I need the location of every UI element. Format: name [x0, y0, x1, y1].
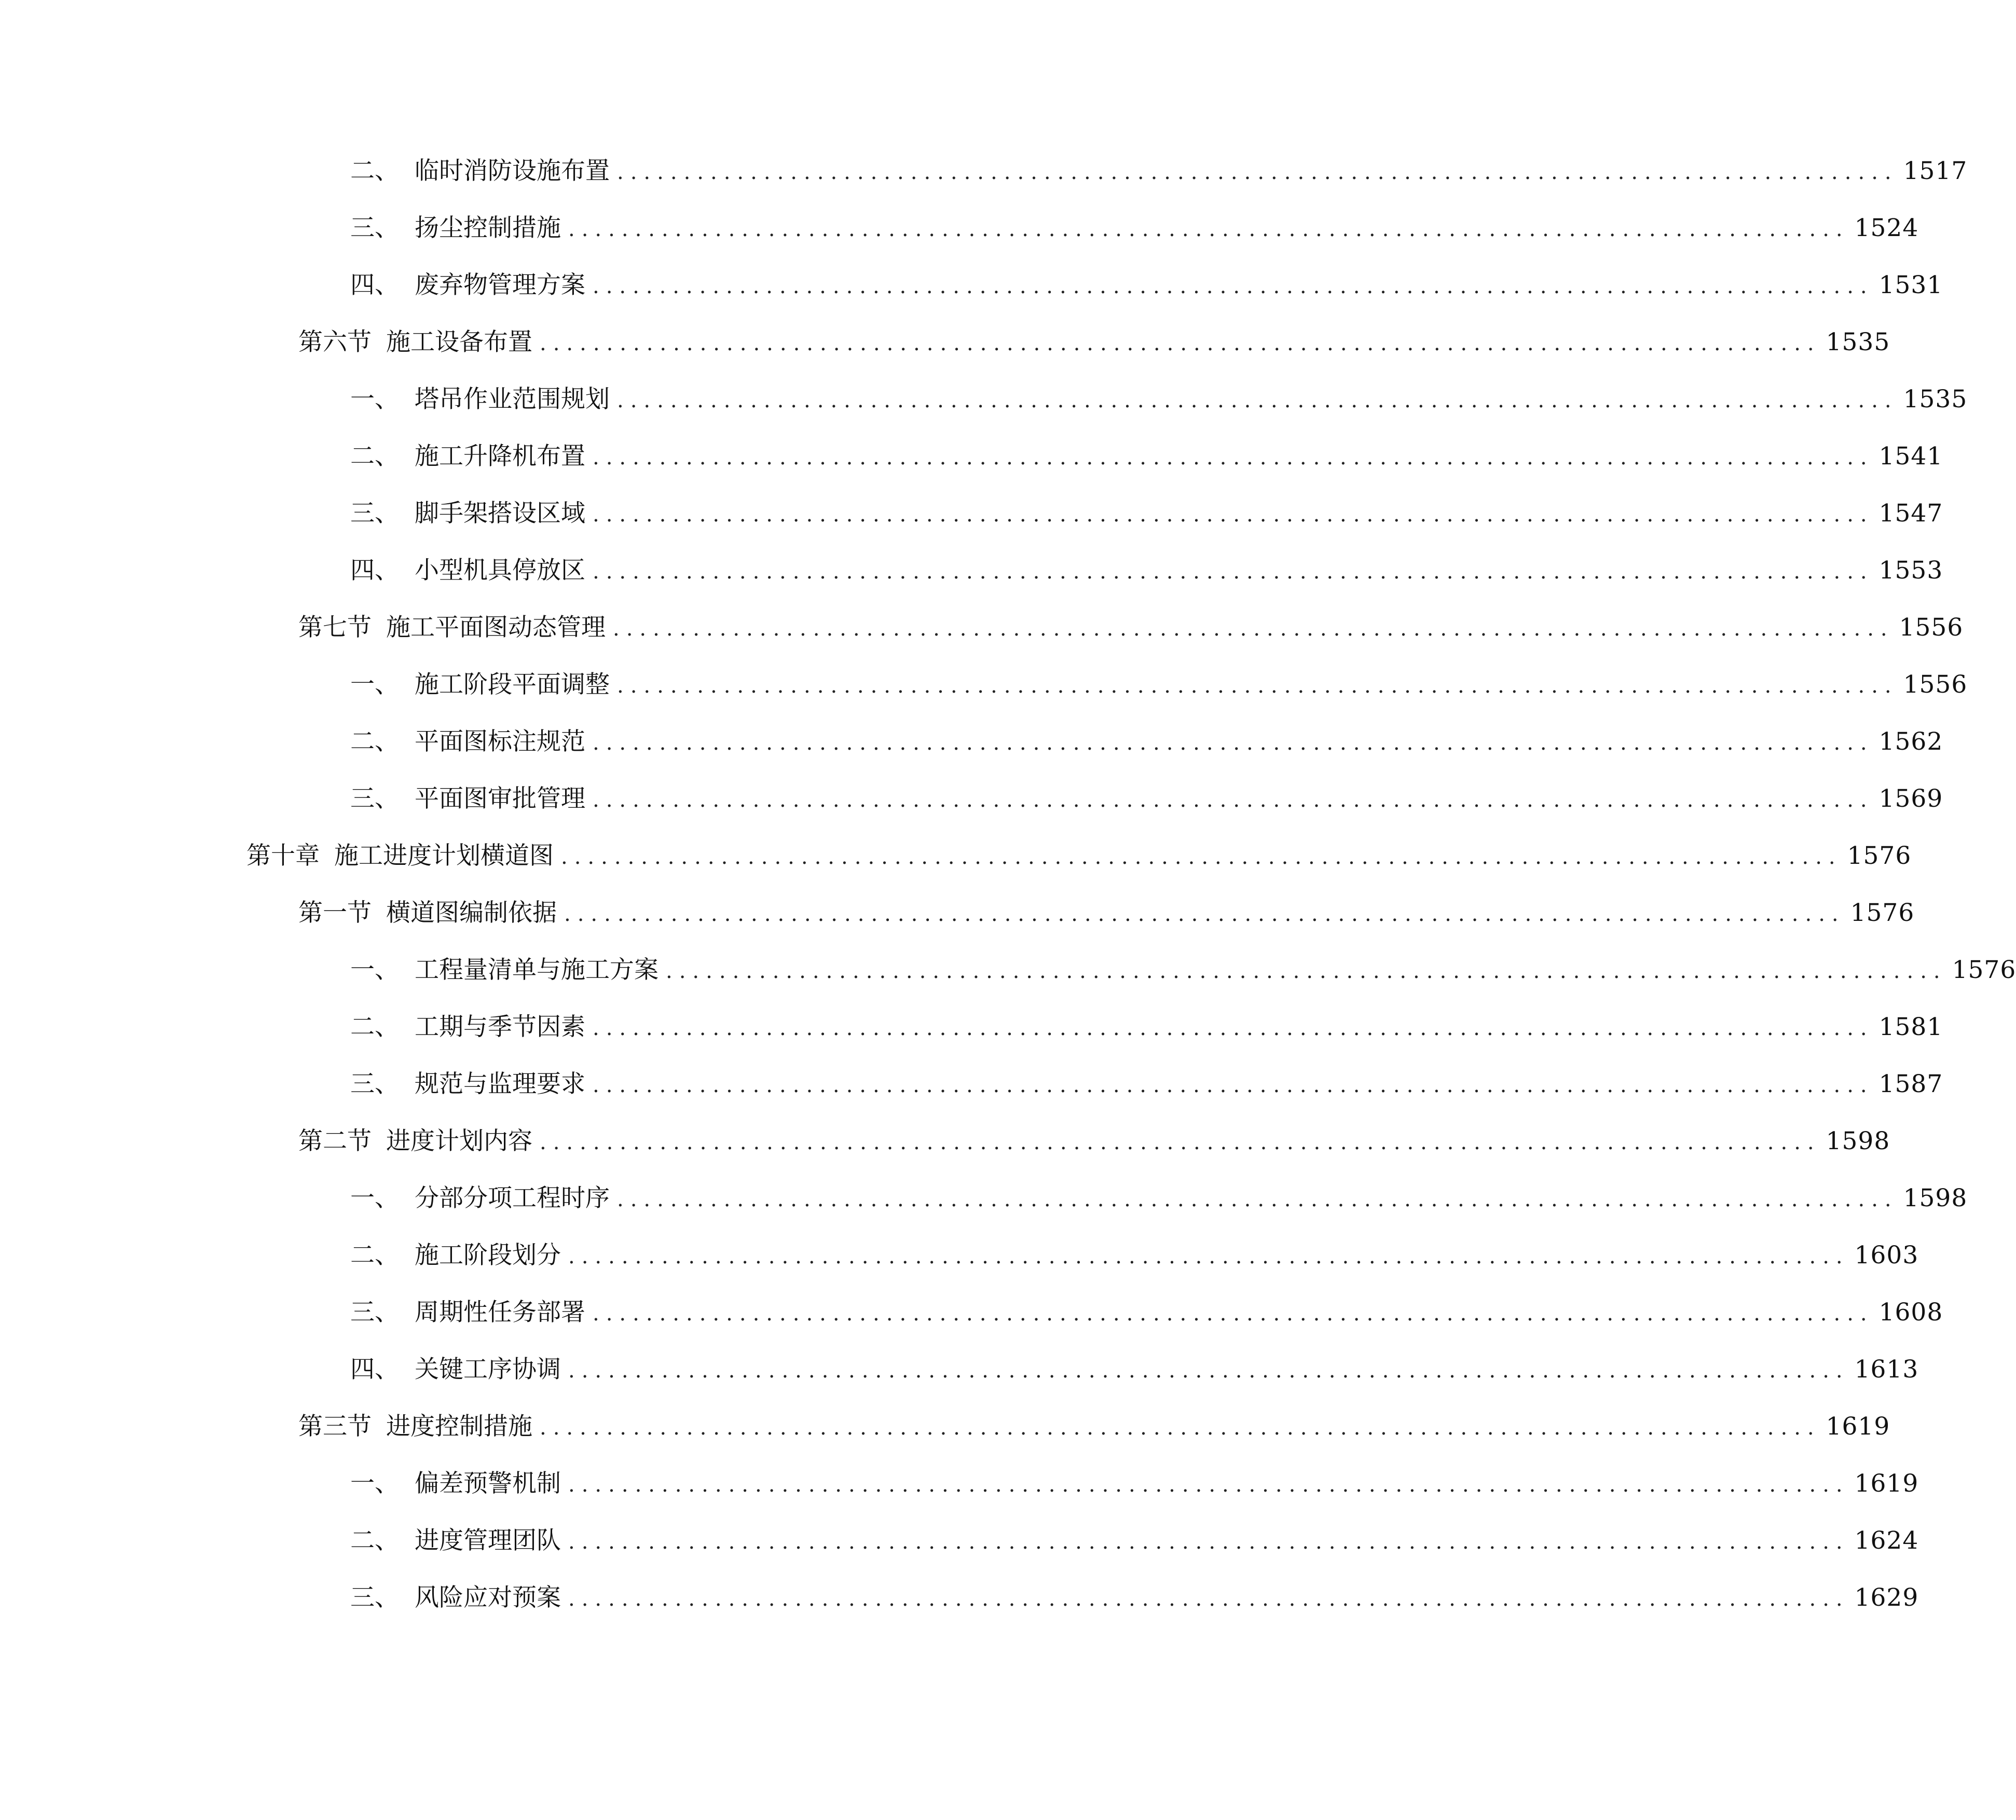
toc-entry-page-number: 1569: [1878, 784, 1943, 813]
dot-leader: ................................................................................................: [593, 446, 1874, 470]
dot-leader: ................................................................................................: [561, 845, 1842, 869]
toc-entry-title: 施工进度计划横道图: [334, 842, 554, 870]
toc-entry[interactable]: [350, 949, 2016, 991]
toc-entry-prefix: 二、: [350, 442, 399, 471]
toc-entry-title: 横道图编制依据: [386, 899, 557, 927]
toc-entry-page-number: 1598: [1903, 1184, 1968, 1212]
toc-entry-prefix: 二、: [350, 727, 399, 756]
toc-entry[interactable]: [350, 208, 1919, 249]
dot-leader: ................................................................................................: [593, 788, 1874, 812]
toc-entry[interactable]: [350, 493, 1943, 534]
toc-entry[interactable]: [298, 607, 1964, 649]
toc-entry-prefix: 第六节: [298, 328, 372, 356]
toc-entry[interactable]: [350, 778, 1943, 820]
toc-entry-page-number: 1524: [1854, 214, 1919, 242]
toc-entry-prefix: 四、: [350, 1355, 399, 1384]
toc-entry-page-number: 1541: [1878, 442, 1943, 471]
toc-entry-prefix: 一、: [350, 956, 399, 984]
dot-leader: ................................................................................................: [568, 217, 1849, 241]
dot-leader: ................................................................................................: [568, 1359, 1849, 1383]
toc-entry-prefix: 第十章: [246, 842, 320, 870]
toc-entry-page-number: 1608: [1878, 1298, 1943, 1327]
toc-entry-title: 废弃物管理方案: [415, 271, 585, 299]
toc-entry-prefix: 三、: [350, 784, 399, 813]
toc-entry[interactable]: [298, 892, 1915, 934]
toc-entry-title: 施工阶段划分: [415, 1241, 561, 1270]
toc-entry-title: 关键工序协调: [415, 1355, 561, 1384]
toc-entry-title: 塔吊作业范围规划: [415, 385, 610, 413]
toc-entry-prefix: 三、: [350, 1298, 399, 1327]
dot-leader: ................................................................................................: [568, 1245, 1849, 1269]
toc-entry-page-number: 1556: [1899, 613, 1964, 642]
toc-entry-page-number: 1603: [1854, 1241, 1919, 1270]
toc-entry[interactable]: [350, 1178, 1968, 1219]
toc-entry-prefix: 二、: [350, 1013, 399, 1041]
dot-leader: ................................................................................................: [540, 1416, 1821, 1440]
toc-entry-title: 小型机具停放区: [415, 556, 585, 585]
dot-leader: ................................................................................................: [666, 959, 1947, 983]
dot-leader: ................................................................................................: [564, 902, 1845, 926]
toc-entry-page-number: 1598: [1826, 1127, 1890, 1155]
toc-entry-prefix: 二、: [350, 1241, 399, 1270]
toc-entry-title: 偏差预警机制: [415, 1469, 561, 1498]
toc-entry-title: 进度控制措施: [386, 1412, 532, 1441]
toc-entry[interactable]: [298, 1121, 1890, 1162]
toc-entry-title: 平面图标注规范: [415, 727, 585, 756]
toc-entry-prefix: 二、: [350, 157, 399, 185]
toc-entry-prefix: 一、: [350, 1184, 399, 1212]
toc-entry-prefix: 三、: [350, 1070, 399, 1098]
toc-entry[interactable]: [246, 835, 1912, 877]
toc-entry-title: 临时消防设施布置: [415, 157, 610, 185]
dot-leader: ................................................................................................: [593, 1302, 1874, 1326]
dot-leader: ................................................................................................: [613, 617, 1894, 641]
toc-entry[interactable]: [350, 664, 1968, 706]
toc-entry-page-number: 1581: [1878, 1013, 1943, 1041]
toc-entry[interactable]: [350, 1520, 1919, 1562]
toc-entry-page-number: 1531: [1878, 271, 1943, 299]
toc-entry-page-number: 1576: [1952, 956, 2016, 984]
dot-leader: ................................................................................................: [540, 1130, 1821, 1154]
toc-entry-page-number: 1613: [1854, 1355, 1919, 1384]
toc-entry-page-number: 1576: [1850, 899, 1915, 927]
dot-leader: ................................................................................................: [617, 674, 1898, 698]
toc-entry-title: 扬尘控制措施: [415, 214, 561, 242]
toc-entry[interactable]: [350, 1349, 1919, 1390]
dot-leader: ................................................................................................: [617, 160, 1898, 184]
dot-leader: ................................................................................................: [593, 731, 1874, 755]
toc-entry-page-number: 1562: [1878, 727, 1943, 756]
toc-entry-page-number: 1576: [1847, 842, 1912, 870]
toc-entry[interactable]: [350, 1235, 1919, 1276]
toc-entry-title: 施工平面图动态管理: [386, 613, 606, 642]
dot-leader: ................................................................................................: [540, 332, 1821, 355]
toc-entry[interactable]: [350, 550, 1943, 591]
toc-entry-title: 施工阶段平面调整: [415, 670, 610, 699]
toc-entry-page-number: 1619: [1826, 1412, 1890, 1441]
toc-entry-title: 规范与监理要求: [415, 1070, 585, 1098]
dot-leader: ................................................................................................: [593, 274, 1874, 298]
toc-entry[interactable]: [350, 1463, 1919, 1505]
toc-entry-page-number: 1624: [1854, 1526, 1919, 1555]
dot-leader: ................................................................................................: [593, 1073, 1874, 1097]
toc-entry-page-number: 1553: [1878, 556, 1943, 585]
toc-entry-title: 工期与季节因素: [415, 1013, 585, 1041]
toc-entry-title: 工程量清单与施工方案: [415, 956, 659, 984]
toc-entry[interactable]: [298, 322, 1890, 363]
toc-entry[interactable]: [350, 1292, 1943, 1333]
toc-entry-title: 脚手架搭设区域: [415, 499, 585, 528]
toc-entry-prefix: 三、: [350, 214, 399, 242]
toc-entry-title: 平面图审批管理: [415, 784, 585, 813]
dot-leader: ................................................................................................: [593, 503, 1874, 527]
toc-entry-page-number: 1517: [1903, 157, 1968, 185]
toc-entry-page-number: 1535: [1826, 328, 1890, 356]
dot-leader: ................................................................................................: [568, 1587, 1849, 1611]
toc-entry[interactable]: [350, 1006, 1943, 1048]
toc-entry-title: 施工升降机布置: [415, 442, 585, 471]
dot-leader: ................................................................................................: [568, 1473, 1849, 1497]
toc-entry-prefix: 一、: [350, 385, 399, 413]
toc-entry[interactable]: [350, 265, 1943, 306]
toc-entry-prefix: 第三节: [298, 1412, 372, 1441]
toc-entry-title: 分部分项工程时序: [415, 1184, 610, 1212]
toc-entry-prefix: 一、: [350, 670, 399, 699]
toc-entry-prefix: 四、: [350, 271, 399, 299]
toc-entry[interactable]: [350, 150, 1968, 192]
toc-entry-page-number: 1547: [1878, 499, 1943, 528]
toc-entry-prefix: 第二节: [298, 1127, 372, 1155]
toc-entry[interactable]: [298, 1406, 1890, 1447]
toc-entry-title: 施工设备布置: [386, 328, 532, 356]
toc-entry-title: 进度管理团队: [415, 1526, 561, 1555]
toc-entry-page-number: 1556: [1903, 670, 1968, 699]
dot-leader: ................................................................................................: [617, 389, 1898, 412]
dot-leader: ................................................................................................: [617, 1188, 1898, 1211]
toc-entry-prefix: 三、: [350, 499, 399, 528]
toc-entry-prefix: 一、: [350, 1469, 399, 1498]
toc-entry-page-number: 1629: [1854, 1583, 1919, 1612]
toc-entry-prefix: 第七节: [298, 613, 372, 642]
dot-leader: ................................................................................................: [568, 1530, 1849, 1554]
toc-entry[interactable]: [350, 436, 1943, 477]
dot-leader: ................................................................................................: [593, 560, 1874, 584]
toc-entry[interactable]: [350, 379, 1968, 420]
toc-entry-title: 进度计划内容: [386, 1127, 532, 1155]
toc-entry-page-number: 1619: [1854, 1469, 1919, 1498]
toc-entry-prefix: 四、: [350, 556, 399, 585]
toc-entry[interactable]: [350, 1064, 1943, 1105]
toc-entry-title: 周期性任务部署: [415, 1298, 585, 1327]
toc-entry[interactable]: [350, 1577, 1919, 1619]
toc-entry-prefix: 二、: [350, 1526, 399, 1555]
toc-entry-title: 风险应对预案: [415, 1583, 561, 1612]
toc-entry-prefix: 第一节: [298, 899, 372, 927]
toc-entry-prefix: 三、: [350, 1583, 399, 1612]
toc-entry-page-number: 1535: [1903, 385, 1968, 413]
toc-entry-page-number: 1587: [1878, 1070, 1943, 1098]
dot-leader: ................................................................................................: [593, 1016, 1874, 1040]
toc-entry[interactable]: [350, 721, 1943, 763]
